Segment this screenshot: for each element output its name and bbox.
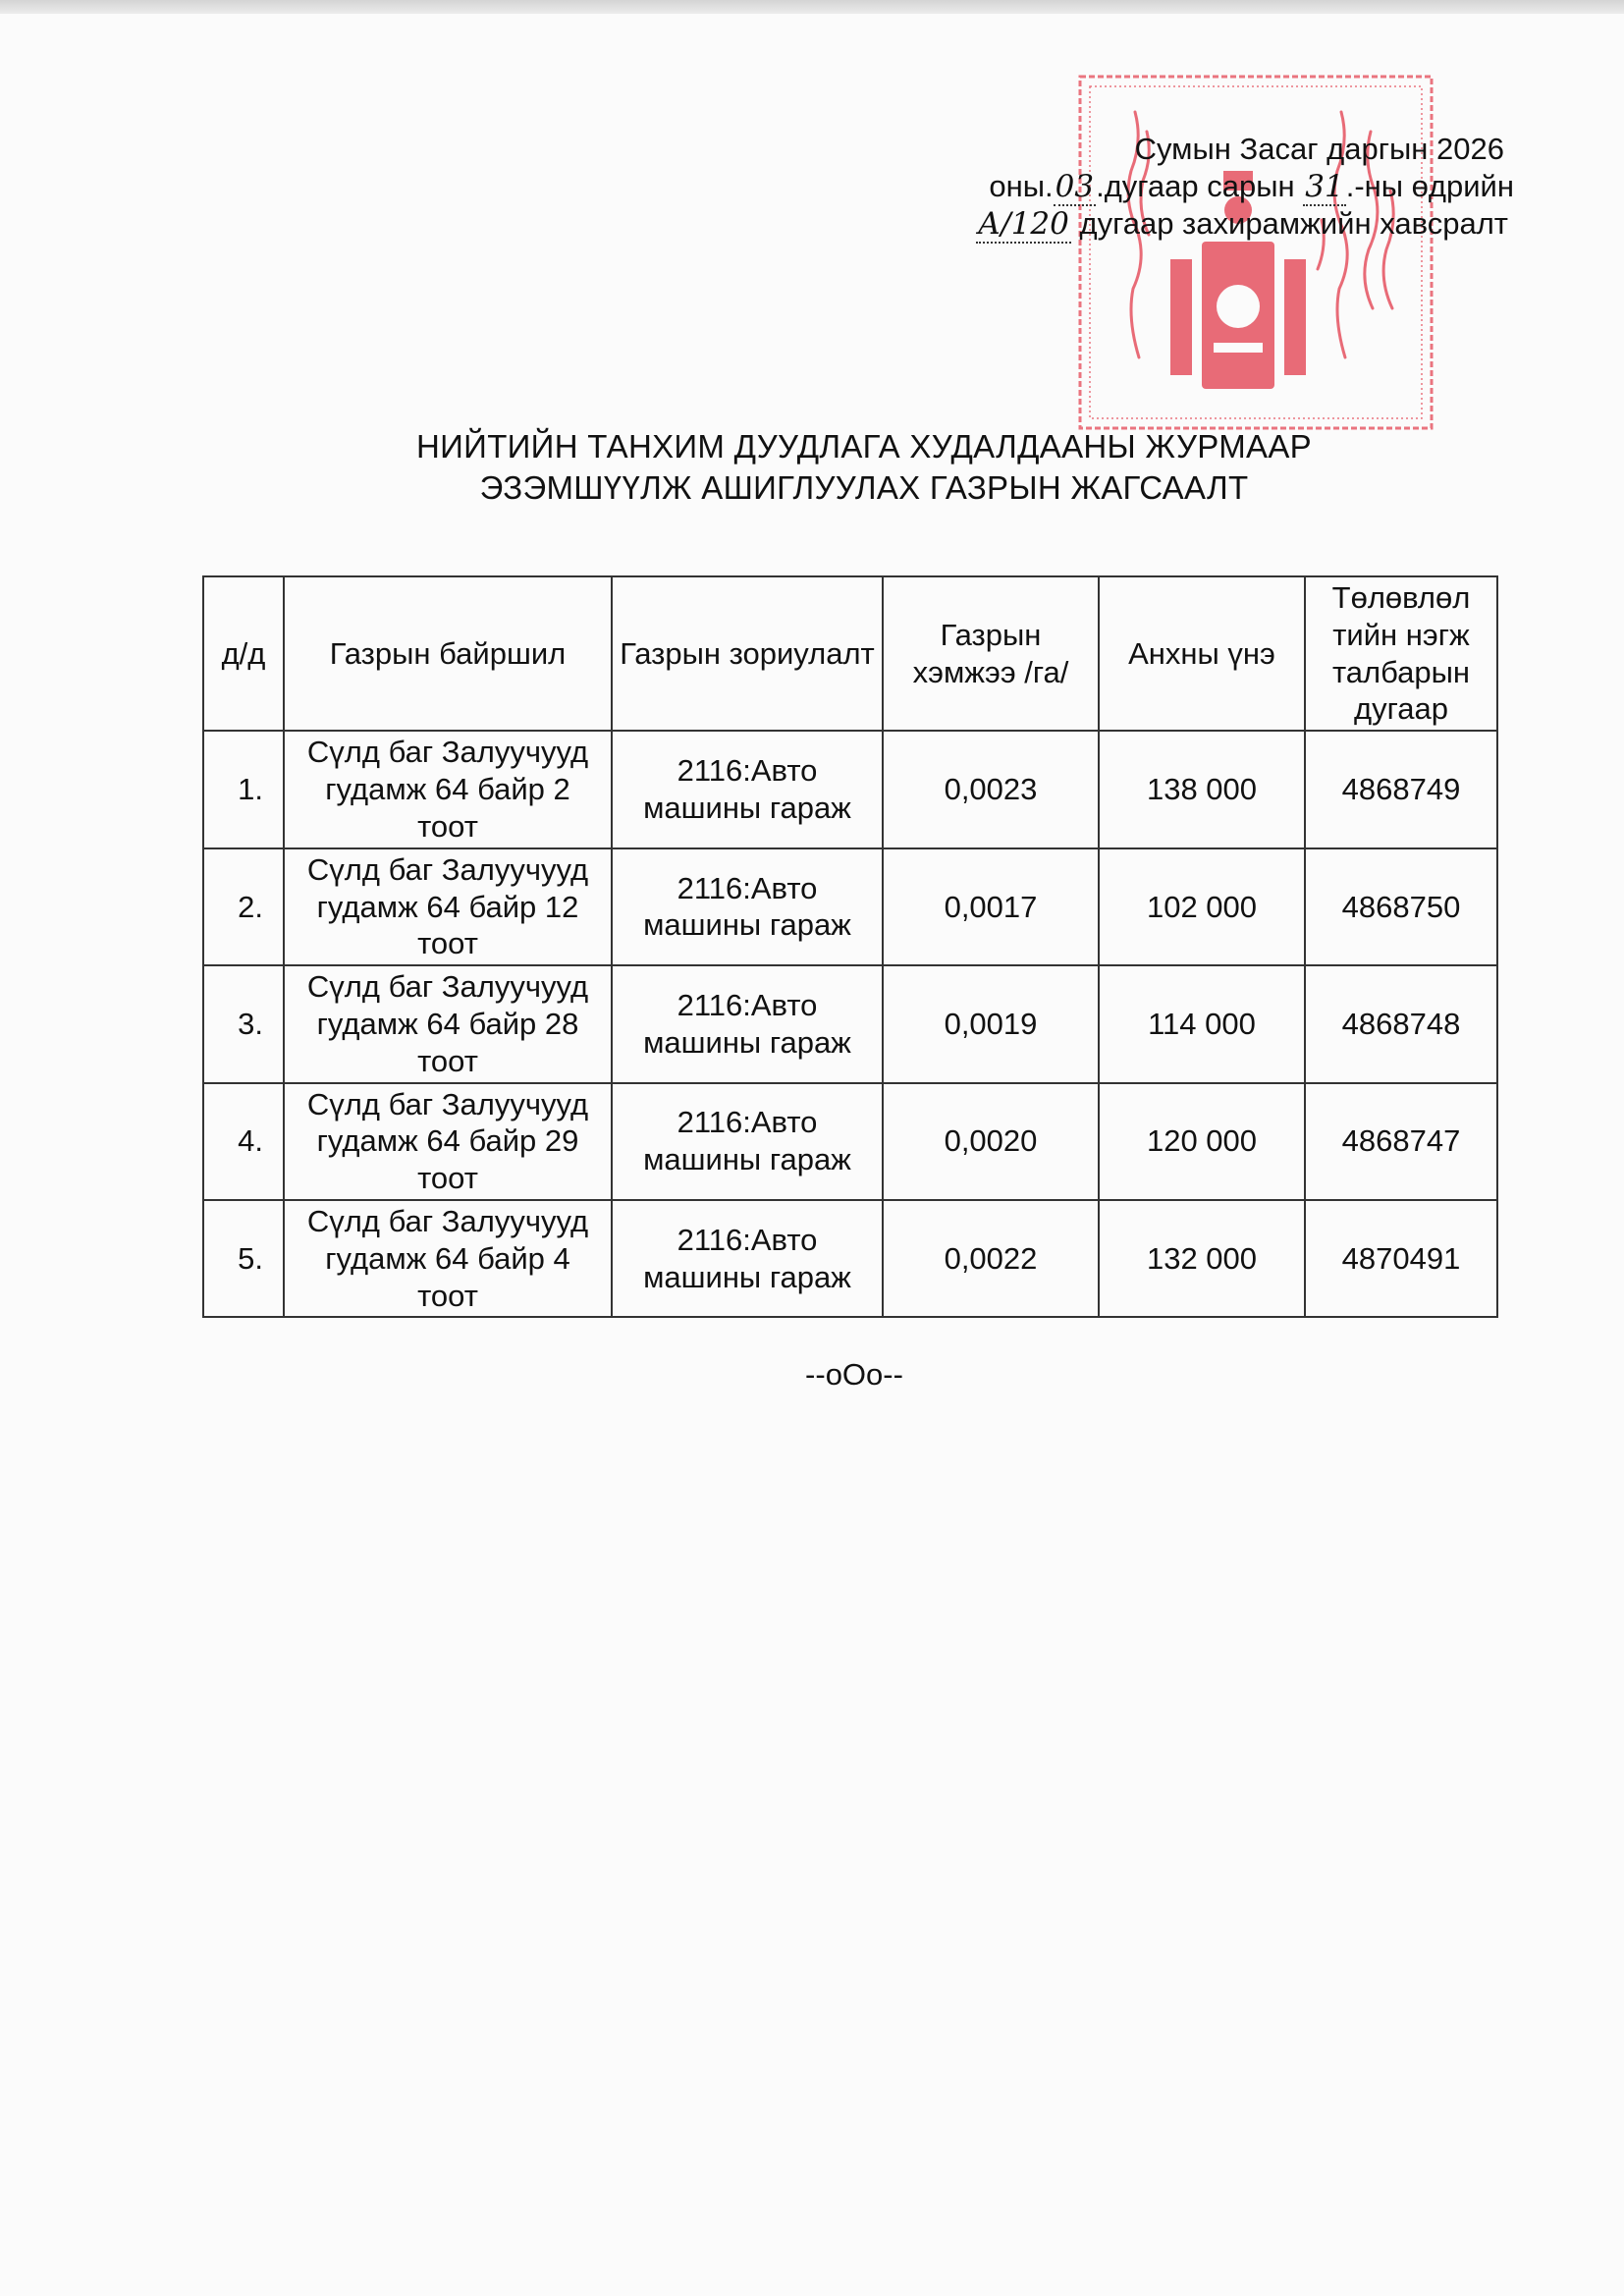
table-row	[203, 1200, 1497, 1317]
cell-price: 102 000	[1099, 848, 1305, 965]
cell-parcel: 4868749	[1305, 731, 1497, 847]
table-row	[203, 965, 1497, 1082]
cell-number: 1.	[203, 731, 284, 847]
header-date-prefix: оны.	[989, 169, 1054, 203]
cell-purpose: 2116:Авто машины гараж	[612, 731, 883, 847]
cell-parcel: 4868748	[1305, 965, 1497, 1082]
document-end-mark: --oOo--	[805, 1357, 903, 1392]
handwritten-order-number: А/120	[977, 206, 1069, 242]
cell-purpose: 2116:Авто машины гараж	[612, 848, 883, 965]
cell-purpose: 2116:Авто машины гараж	[612, 1083, 883, 1200]
handwritten-day: 31	[1305, 169, 1344, 204]
cell-parcel: 4868747	[1305, 1083, 1497, 1200]
cell-number: 2.	[203, 848, 284, 965]
header-line-issuer	[1135, 132, 1504, 167]
header-line-date	[989, 169, 1514, 206]
cell-size: 0,0023	[883, 731, 1099, 847]
table-row	[203, 848, 1497, 965]
header-date-mid: .дугаар сарын	[1096, 169, 1295, 203]
cell-parcel: 4870491	[1305, 1200, 1497, 1317]
cell-number: 5.	[203, 1200, 284, 1317]
header-parcel: Төлөвлөл тийн нэгж талбарын дугаар	[1305, 576, 1497, 731]
header-size: Газрын хэмжээ /га/	[883, 576, 1099, 731]
header-line-order	[976, 206, 1508, 244]
document-page	[0, 14, 1624, 2296]
cell-size: 0,0020	[883, 1083, 1099, 1200]
cell-parcel: 4868750	[1305, 848, 1497, 965]
cell-location: Сүлд баг Залуучууд гудамж 64 байр 28 тоот	[284, 965, 612, 1082]
header-date-suffix: .-ны өдрийн	[1345, 169, 1514, 203]
document-title-line-2: ЭЗЭМШҮҮЛЖ АШИГЛУУЛАХ ГАЗРЫН ЖАГСААЛТ	[479, 469, 1249, 506]
cell-location: Сүлд баг Залуучууд гудамж 64 байр 12 тоот	[284, 848, 612, 965]
cell-price: 138 000	[1099, 731, 1305, 847]
header-price: Анхны үнэ	[1099, 576, 1305, 731]
header-location: Газрын байршил	[284, 576, 612, 731]
header-number: д/д	[203, 576, 284, 731]
cell-price: 120 000	[1099, 1083, 1305, 1200]
cell-number: 4.	[203, 1083, 284, 1200]
document-title-line-1: НИЙТИЙН ТАНХИМ ДУУДЛАГА ХУДАЛДААНЫ ЖУРМААР	[416, 428, 1312, 465]
cell-size: 0,0017	[883, 848, 1099, 965]
cell-purpose: 2116:Авто машины гараж	[612, 965, 883, 1082]
cell-size: 0,0022	[883, 1200, 1099, 1317]
handwritten-month: 03	[1055, 169, 1095, 204]
cell-location: Сүлд баг Залуучууд гудамж 64 байр 2 тоот	[284, 731, 612, 847]
cell-purpose: 2116:Авто машины гараж	[612, 1200, 883, 1317]
header-issuer-text: Сумын Засаг даргын 2026	[1134, 132, 1504, 166]
official-seal-stamp	[1076, 73, 1435, 436]
scan-top-edge	[0, 0, 1624, 14]
header-order-suffix: дугаар захирамжийн хавсралт	[1079, 206, 1508, 241]
table-row	[203, 731, 1497, 847]
cell-number: 3.	[203, 965, 284, 1082]
table-row	[203, 1083, 1497, 1200]
cell-location: Сүлд баг Залуучууд гудамж 64 байр 29 тоот	[284, 1083, 612, 1200]
cell-price: 132 000	[1099, 1200, 1305, 1317]
cell-price: 114 000	[1099, 965, 1305, 1082]
header-purpose: Газрын зориулалт	[612, 576, 883, 731]
table-header-row	[203, 576, 1497, 731]
cell-location: Сүлд баг Залуучууд гудамж 64 байр 4 тоот	[284, 1200, 612, 1317]
land-list-table	[202, 575, 1498, 1318]
cell-size: 0,0019	[883, 965, 1099, 1082]
